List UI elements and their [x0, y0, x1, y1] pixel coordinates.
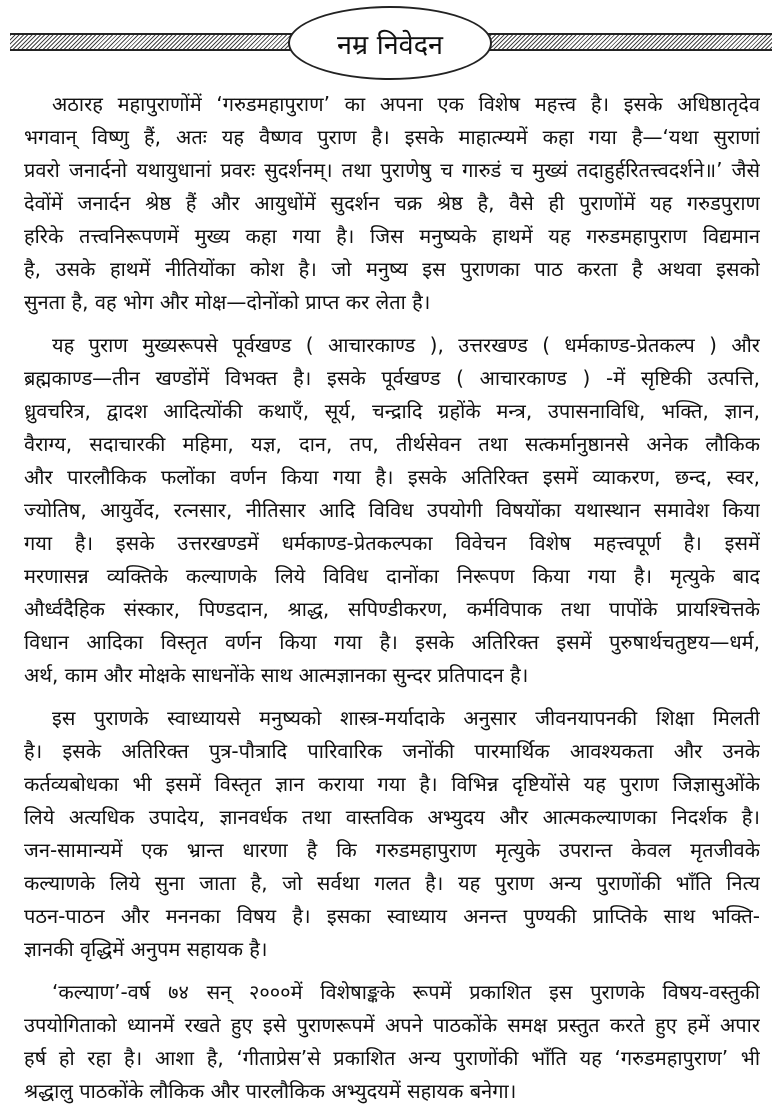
text-line: हर्ष हो रहा है। आशा है, ‘गीताप्रेस’से प्रकाशित अन्य पुराणोंकी भाँति यह ‘गरुडमहापुराण’ भी — [24, 1046, 760, 1070]
text-line: विधान आदिका विस्तृत वर्णन किया गया है। इसके अतिरिक्त इसमें पुरुषार्थचतुष्टय—धर्म, — [24, 630, 760, 654]
text-line: श्रद्धालु पाठकोंके लौकिक और पारलौकिक अभ्युदयमें सहायक बनेगा। — [24, 1079, 517, 1103]
text-line: और्ध्वदैहिक संस्कार, पिण्डदान, श्राद्ध, सपिण्डीकरण, कर्मविपाक तथा पापोंके प्रायश्चित्तके — [24, 597, 760, 621]
text-line: ब्रह्मकाण्ड—तीन खण्डोंमें विभक्त है। इसके पूर्वखण्ड ( आचारकाण्ड ) -में सृष्टिकी उत्पत्ति, — [24, 366, 760, 390]
decorative-hatched-rule-right — [482, 33, 772, 51]
document-body — [24, 88, 760, 1118]
text-line: मरणासन्न व्यक्तिके कल्याणके लिये विविध दानोंका निरूपण किया गया है। मृत्युके बाद — [24, 564, 760, 588]
text-line: भगवान् विष्णु हैं, अतः यह वैष्णव पुराण है। इसके माहात्म्यमें कहा गया है—‘यथा सुराणां — [24, 125, 760, 149]
text-line: लिये अत्यधिक उपादेय, ज्ञानवर्धक तथा वास्तविक अभ्युदय और आत्मकल्याणका निदर्शक है। — [24, 805, 760, 829]
text-line: और पारलौकिक फलोंका वर्णन किया गया है। इसके अतिरिक्त इसमें व्याकरण, छन्द, स्वर, — [24, 465, 760, 489]
text-line: हरिके तत्त्वनिरूपणमें मुख्य कहा गया है। जिस मनुष्यके हाथमें यह गरुडमहापुराण विद्यमान — [24, 224, 760, 248]
title-oval — [288, 6, 492, 80]
text-line: देवोंमें जनार्दन श्रेष्ठ हैं और आयुधोंमें सुदर्शन चक्र श्रेष्ठ है, वैसे ही पुराणोंमें यह गरुडपुराण — [24, 191, 760, 215]
paragraph — [24, 88, 760, 319]
text-line: इस पुराणके स्वाध्यायसे मनुष्यको शास्त्र-मर्यादाके अनुसार जीवनयापनकी शिक्षा मिलती — [52, 706, 760, 730]
text-line: ज्योतिष, आयुर्वेद, रत्नसार, नीतिसार आदि विविध उपयोगी विषयोंका यथास्थान समावेश किया — [24, 498, 760, 522]
text-line: उपयोगिताको ध्यानमें रखते हुए इसे पुराणरूपमें अपने पाठकोंके समक्ष प्रस्तुत करते हुए हमें अपार — [24, 1013, 760, 1037]
text-line: है, उसके हाथमें नीतियोंका कोश है। जो मनुष्य इस पुराणका पाठ करता है अथवा इसको — [24, 257, 760, 281]
text-line: है। इसके अतिरिक्त पुत्र-पौत्रादि पारिवारिक जनोंकी पारमार्थिक आवश्यकता और उनके — [24, 739, 760, 763]
text-line: वैराग्य, सदाचारकी महिमा, यज्ञ, दान, तप, तीर्थसेवन तथा सत्कर्मानुष्ठानसे अनेक लौकिक — [24, 432, 760, 456]
text-line: कल्याणके लिये सुना जाता है, जो सर्वथा गलत है। यह पुराण अन्य पुराणोंकी भाँति नित्य — [24, 871, 760, 895]
text-line: सुनता है, वह भोग और मोक्ष—दोनोंको प्राप्त कर लेता है। — [24, 290, 431, 314]
text-line: पठन-पाठन और मननका विषय है। इसका स्वाध्याय अनन्त पुण्यकी प्राप्तिके साथ भक्ति- — [24, 904, 760, 928]
paragraph — [24, 329, 760, 692]
text-line: अर्थ, काम और मोक्षके साधनोंके साथ आत्मज्ञानका सुन्दर प्रतिपादन है। — [24, 663, 529, 687]
text-line: अठारह महापुराणोंमें ‘गरुडमहापुराण’ का अपना एक विशेष महत्त्व है। इसके अधिष्ठातृदेव — [52, 92, 760, 116]
text-line: ध्रुवचरित्र, द्वादश आदित्योंकी कथाएँ, सूर्य, चन्द्रादि ग्रहोंके मन्त्र, उपासनाविधि, भक्ति, ज्ञान, — [24, 399, 760, 423]
decorative-hatched-rule-left — [10, 33, 300, 51]
text-line: यह पुराण मुख्यरूपसे पूर्वखण्ड ( आचारकाण्ड ), उत्तरखण्ड ( धर्मकाण्ड-प्रेतकल्प ) और — [52, 333, 760, 357]
text-line: ज्ञानकी वृद्धिमें अनुपम सहायक है। — [24, 937, 268, 961]
text-line: प्रवरो जनार्दनो यथायुधानां प्रवरः सुदर्शनम्। तथा पुराणेषु च गारुडं च मुख्यं तदाहुर्हरितत्त्वदर्शने॥’ जैसे — [24, 158, 760, 182]
text-line: कर्तव्यबोधका भी इसमें विस्तृत ज्ञान कराया गया है। विभिन्न दृष्टियोंसे यह पुराण जिज्ञासुओंके — [24, 772, 760, 796]
paragraph — [24, 702, 760, 966]
text-line: गया है। इसके उत्तरखण्डमें धर्मकाण्ड-प्रेतकल्पका विवेचन विशेष महत्त्वपूर्ण है। इसमें — [24, 531, 760, 555]
paragraph — [24, 976, 760, 1108]
page-title: नम्र निवेदन — [336, 29, 444, 61]
text-line: जन-सामान्यमें एक भ्रान्त धारणा है कि गरुडमहापुराण मृत्युके उपरान्त केवल मृतजीवके — [24, 838, 760, 862]
text-line: ‘कल्याण’-वर्ष ७४ सन् २०००में विशेषाङ्कके रूपमें प्रकाशित इस पुराणके विषय-वस्तुकी — [52, 980, 760, 1004]
